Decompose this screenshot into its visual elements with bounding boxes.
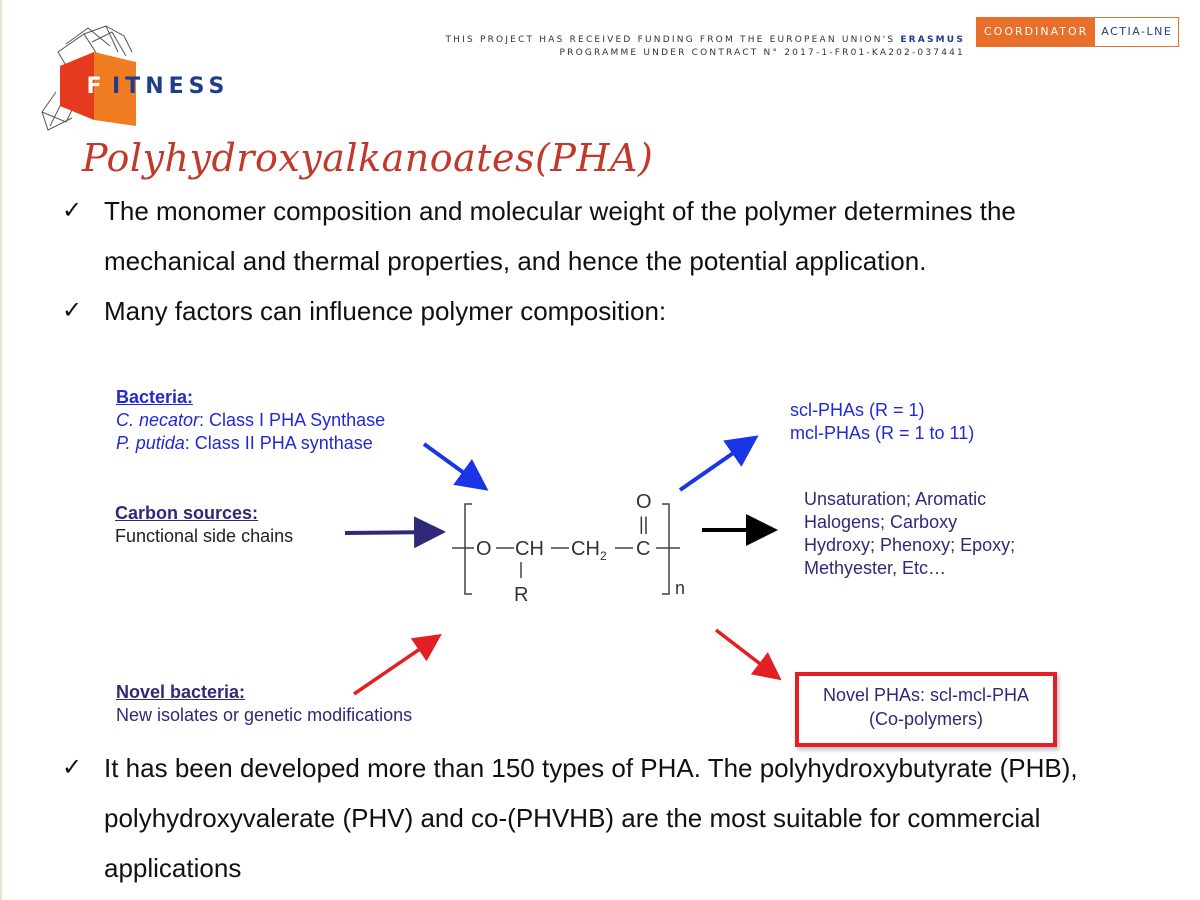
funding-erasmus: ERASMUS: [900, 35, 965, 45]
coordinator-label: COORDINATOR: [977, 18, 1095, 46]
side-chain-line: Unsaturation; Aromatic: [804, 489, 987, 509]
right-bracket: [662, 504, 669, 594]
bacteria-species-1: C. necator: [116, 410, 200, 430]
check-icon: ✓: [62, 754, 83, 781]
arrow-novel-bacteria: [354, 638, 436, 694]
pha-class-mcl: mcl-PHAs (R = 1 to 11): [790, 423, 975, 443]
coordinator-name: ACTIA-LNE: [1101, 25, 1173, 38]
formula-c: C: [636, 538, 651, 560]
formula-ch2: CH: [571, 538, 600, 560]
formula-ch: CH: [515, 538, 544, 560]
bacteria-synthase-1: : Class I PHA Synthase: [199, 410, 386, 430]
formula-double-bond: ||: [639, 514, 649, 534]
pha-class-scl: scl-PHAs (R = 1): [790, 400, 925, 420]
funding-line2: PROGRAMME UNDER CONTRACT N° 2017-1-FR01-KA202-037441: [559, 48, 965, 58]
formula-r: R: [514, 584, 529, 606]
novel-pha-line2: (Co-polymers): [868, 709, 983, 729]
bullet-1-text: The monomer composition and molecular weight of the polymer determines the mechanical and thermal properties, and hence the potential application.: [104, 196, 1016, 276]
bacteria-synthase-2: : Class II PHA synthase: [184, 433, 373, 453]
novel-pha-line1: Novel PHAs: scl-mcl-PHA: [822, 685, 1030, 705]
bullet-3-text: It has been developed more than 150 types of PHA. The polyhydroxybutyrate (PHB), polyhydroxyvalerate (PHV) and co-(PHVHB) are the most suitable for commercial applications: [104, 753, 1078, 883]
arrow-bacteria: [424, 444, 482, 486]
side-chain-line: Halogens; Carboxy: [804, 512, 958, 532]
arrow-novel-pha: [716, 630, 776, 676]
side-chain-line: Hydroxy; Phenoxy; Epoxy;: [804, 535, 1016, 555]
bullet-2-text: Many factors can influence polymer composition:: [104, 296, 667, 326]
novel-bacteria-heading: Novel bacteria:: [116, 682, 246, 702]
formula-sub-2: 2: [600, 549, 607, 563]
carbon-text: Functional side chains: [115, 526, 294, 546]
bacteria-species-2: P. putida: [116, 433, 185, 453]
carbon-heading: Carbon sources:: [115, 503, 259, 523]
formula-o: O: [476, 538, 492, 560]
arrow-carbon: [345, 532, 438, 533]
formula-o-top: O: [636, 491, 652, 513]
funding-line1: THIS PROJECT HAS RECEIVED FUNDING FROM THE EUROPEAN UNION'S: [445, 35, 896, 45]
side-chain-line: Methyester, Etc…: [804, 558, 947, 578]
logo-wordmark: ITNESS: [112, 74, 230, 99]
novel-bacteria-text: New isolates or genetic modifications: [116, 705, 413, 725]
slide-title: Polyhydroxyalkanoates(PHA): [82, 136, 654, 180]
logo-letter-f: F: [86, 74, 102, 99]
bacteria-heading: Bacteria:: [116, 387, 194, 407]
check-icon: ✓: [62, 197, 83, 224]
formula-n: n: [675, 578, 686, 598]
arrow-pha-classes: [680, 440, 752, 490]
check-icon: ✓: [62, 297, 83, 324]
left-bracket: [465, 504, 472, 594]
